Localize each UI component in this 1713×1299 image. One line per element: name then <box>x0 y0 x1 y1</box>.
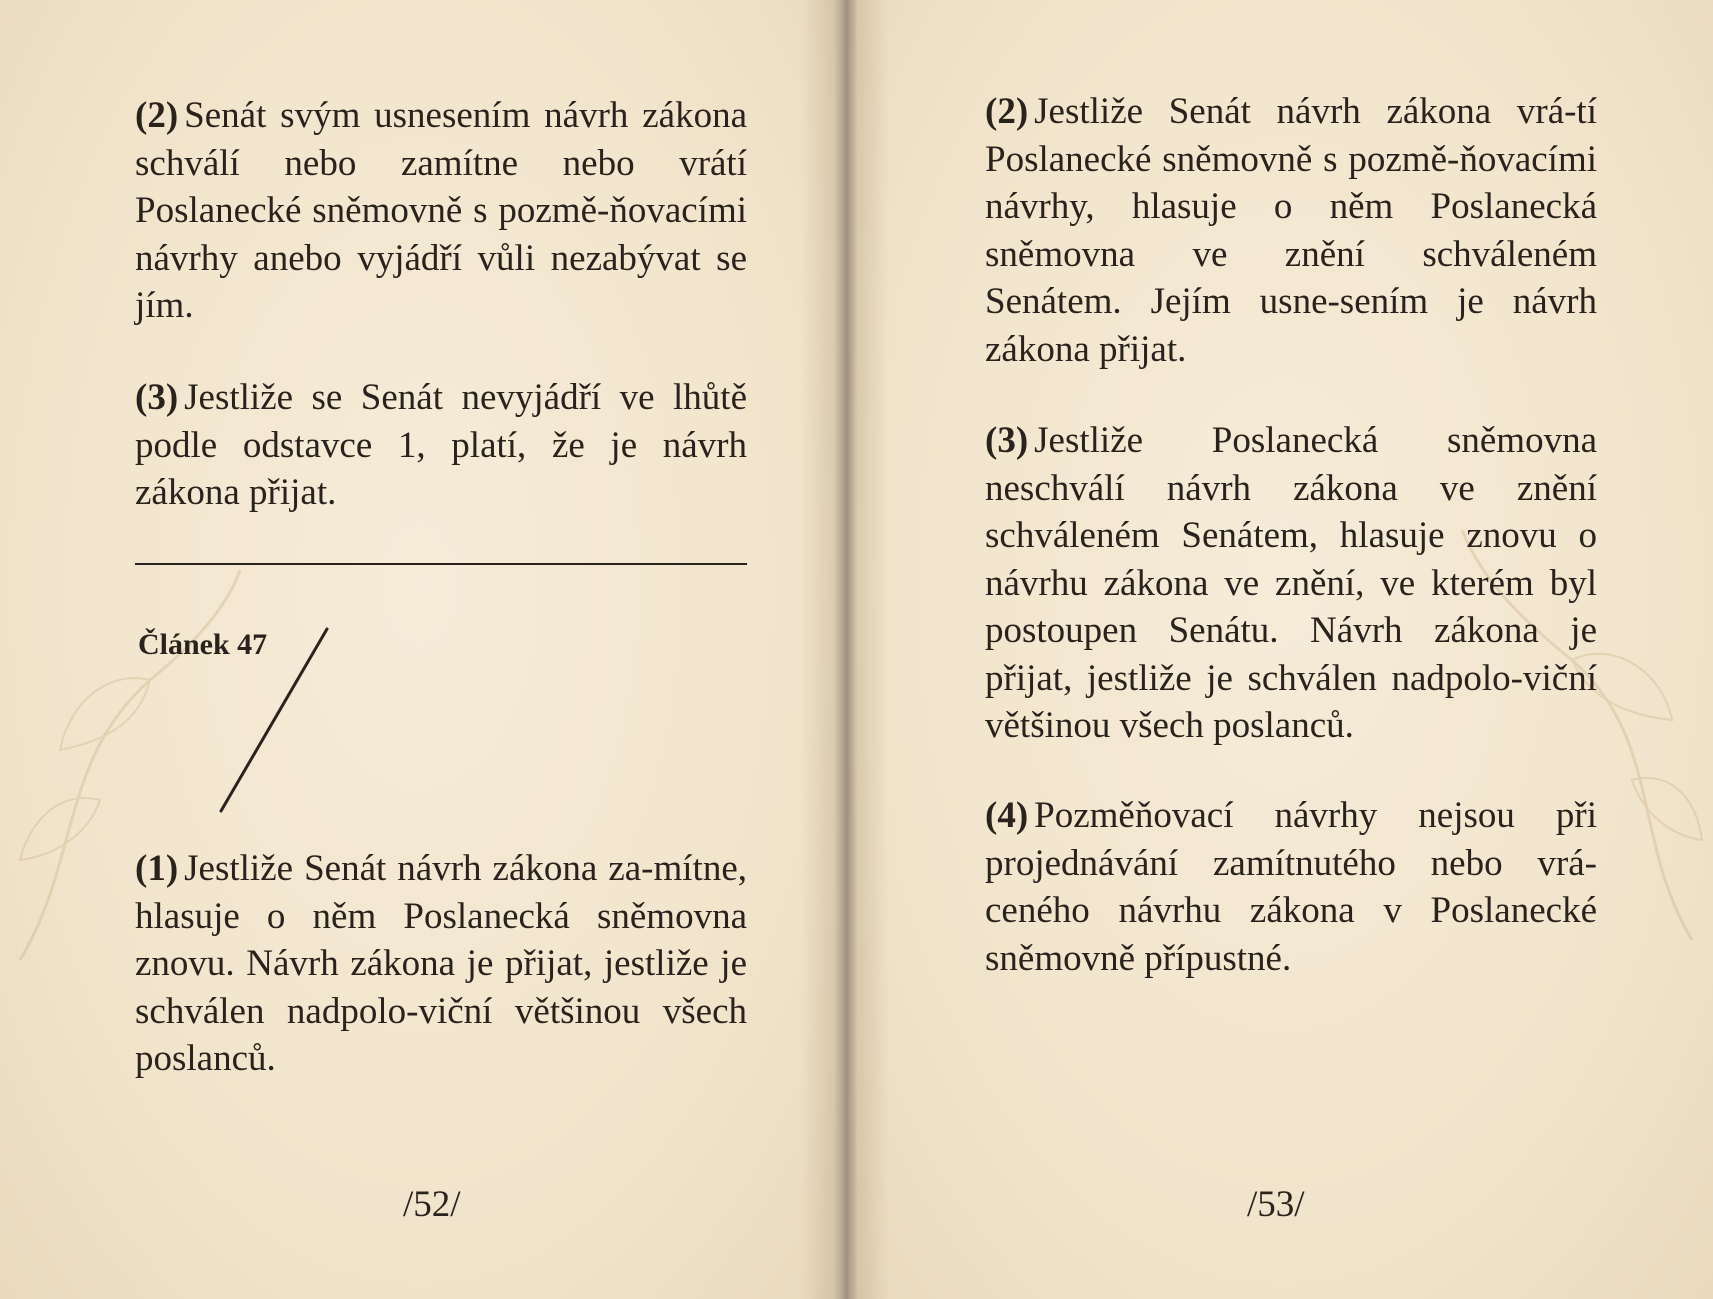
paragraph-number: (2) <box>135 95 179 136</box>
paragraph-text: Jestliže se Senát nevyjádří ve lhůtě podle odstavce 1, platí, že je návrh zákona přijat. <box>135 377 747 513</box>
paragraph-number: (3) <box>985 420 1029 461</box>
paragraph-text: Jestliže Poslanecká sněmovna neschválí návrh zákona ve znění schváleném Senátem, hlasuje znovu o návrhu zákona ve znění, ve kterém byl postoupen Senátu. Návrh zákona je přijat, jestliže je schválen nadpolo-viční většinou všech poslanců. <box>985 420 1597 746</box>
paragraph-text: Pozměňovací návrhy nejsou při projednávání zamítnutého nebo vrá-ceného návrhu zákona v Poslanecké sněmovně přípustné. <box>985 795 1597 979</box>
paragraph-number: (3) <box>135 377 179 418</box>
book-gutter <box>800 0 890 1299</box>
right-paragraph-3 <box>985 417 1597 750</box>
page-number-right: /53/ <box>1247 1184 1305 1225</box>
right-paragraph-4 <box>985 792 1597 982</box>
left-paragraph-2 <box>135 92 747 330</box>
section-divider <box>135 563 747 565</box>
paragraph-text: Jestliže Senát návrh zákona vrá-tí Poslanecké sněmovně s pozmě-ňovacími návrhy, hlasuje o něm Poslanecká sněmovna ve znění schváleném Senátem. Jejím usne-sením je návrh zákona přijat. <box>985 91 1597 370</box>
paragraph-number: (2) <box>985 91 1029 132</box>
article-title: Článek 47 <box>138 628 268 661</box>
page-number-left: /52/ <box>403 1184 461 1225</box>
right-paragraph-2 <box>985 88 1597 373</box>
article-paragraph-1 <box>135 845 747 1083</box>
paragraph-text: Jestliže Senát návrh zákona za-mítne, hlasuje o něm Poslanecká sněmovna znovu. Návrh zákona je přijat, jestliže je schválen nadpolo-viční většinou všech poslanců. <box>135 848 747 1079</box>
paragraph-number: (1) <box>135 848 179 889</box>
handwritten-slash-mark-icon <box>215 625 345 815</box>
paragraph-text: Senát svým usnesením návrh zákona schválí nebo zamítne nebo vrátí Poslanecké sněmovně s pozmě-ňovacími návrhy anebo vyjádří vůli nezabývat se jím. <box>135 95 747 326</box>
left-paragraph-3 <box>135 374 747 517</box>
paragraph-number: (4) <box>985 795 1029 836</box>
